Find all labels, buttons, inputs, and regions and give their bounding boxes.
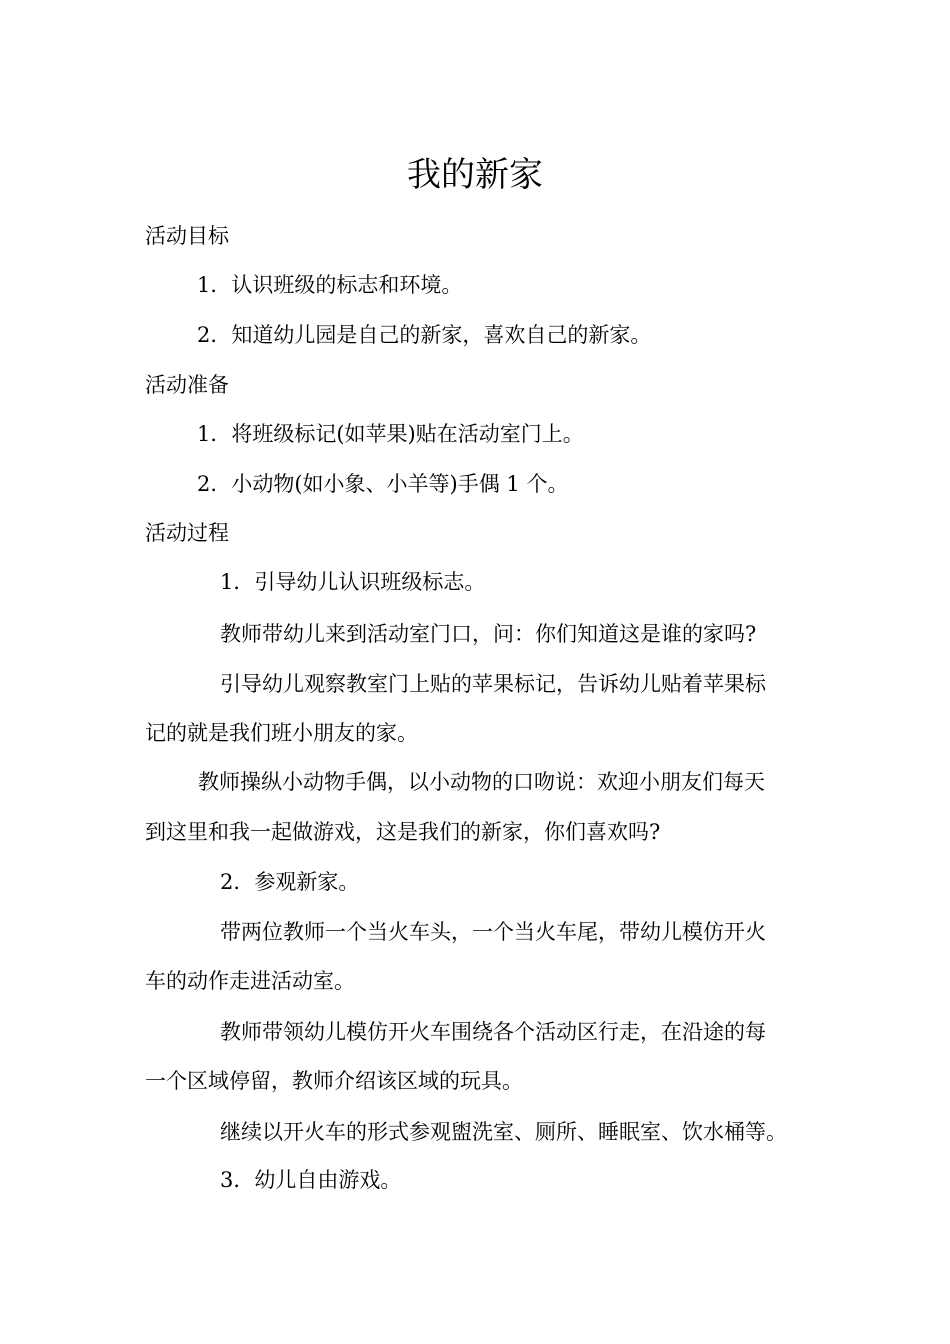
paragraph-line: 一个区域停留，教师介绍该区域的玩具。 [145,1069,523,1093]
paragraph-line: 教师操纵小动物手偶，以小动物的口吻说：欢迎小朋友们每天 [198,770,765,794]
process-step-1: 1．引导幼儿认识班级标志。 [220,570,486,594]
section-heading-goal: 活动目标 [145,224,229,248]
paragraph-line: 到这里和我一起做游戏，这是我们的新家，你们喜欢吗? [145,820,661,844]
paragraph-line: 教师带领幼儿模仿开火车围绕各个活动区行走，在沿途的每 [220,1020,766,1044]
paragraph-line: 带两位教师一个当火车头，一个当火车尾，带幼儿模仿开火 [220,920,766,944]
paragraph-line: 车的动作走进活动室。 [145,969,355,993]
goal-item-1: 1．认识班级的标志和环境。 [197,273,463,297]
process-step-3: 3．幼儿自由游戏。 [220,1168,402,1192]
prep-item-1: 1．将班级标记(如苹果)贴在活动室门上。 [197,422,584,446]
prep-item-2: 2．小动物(如小象、小羊等)手偶 1 个。 [197,472,569,496]
goal-item-2: 2．知道幼儿园是自己的新家，喜欢自己的新家。 [197,323,652,347]
paragraph-line: 记的就是我们班小朋友的家。 [145,721,418,745]
section-heading-process: 活动过程 [145,521,229,545]
process-step-2: 2．参观新家。 [220,870,360,894]
paragraph-line: 教师带幼儿来到活动室门口，问：你们知道这是谁的家吗? [220,622,757,646]
section-heading-prep: 活动准备 [145,373,229,397]
paragraph-line: 引导幼儿观察教室门上贴的苹果标记，告诉幼儿贴着苹果标 [220,672,766,696]
document-title: 我的新家 [407,155,543,195]
paragraph-line: 继续以开火车的形式参观盥洗室、厕所、睡眠室、饮水桶等。 [220,1120,787,1144]
